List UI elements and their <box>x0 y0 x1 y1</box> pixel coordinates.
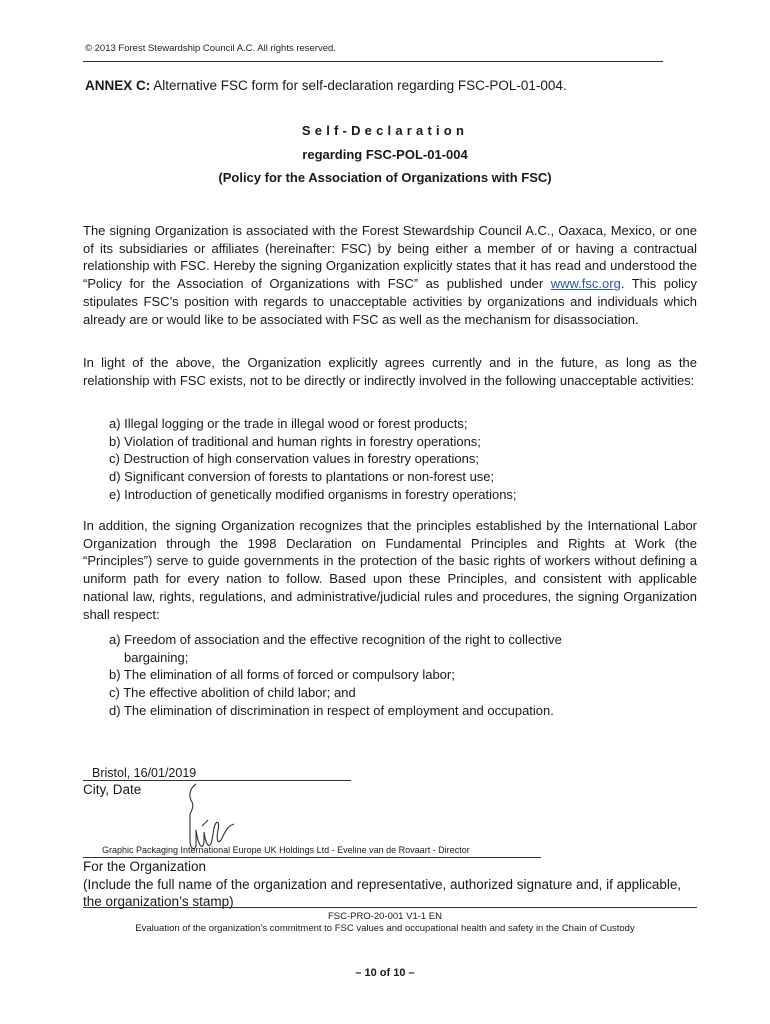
list-item: c) The effective abolition of child labor; and <box>109 685 356 701</box>
paragraph-ilo-principles: In addition, the signing Organization recognizes that the principles established by the International Labor Organization through the 1998 Declaration on Fundamental Principles and Rights at Work (the “Principles”) serve to guide governments in the protection of the basic rights of workers without defining a uniform path for every nation to follow. Based upon these Principles, and consistent with applicable national law, rights, regulations, and administrative/judicial rules and procedures, the signing Organization shall respect: <box>83 518 697 622</box>
list-item: b) The elimination of all forms of forced or compulsory labor; <box>109 667 455 683</box>
unacceptable-activities-list <box>109 415 699 504</box>
document-description: Evaluation of the organization’s commitment to FSC values and occupational health and safety in the Chain of Custody <box>135 923 635 934</box>
labor-principles-list <box>109 631 699 720</box>
list-item-line: a) Freedom of association and the effective recognition of the right to collective <box>109 632 562 647</box>
organization-value: Graphic Packaging International Europe UK Holdings Ltd - Eveline van de Rovaart - Director <box>102 845 470 855</box>
organization-line <box>83 857 541 858</box>
organization-label: For the Organization <box>83 859 207 874</box>
document-code: FSC-PRO-20-001 V1-1 EN <box>327 911 443 922</box>
copyright-notice: © 2013 Forest Stewardship Council A.C. All rights reserved. <box>85 43 336 54</box>
list-item: a) Illegal logging or the trade in illegal wood or forest products; <box>109 416 468 431</box>
paragraph-unacceptable-activities: In light of the above, the Organization explicitly agrees currently and in the future, as long as the relationship with FSC exists, not to be directly or indirectly involved in the following unacceptable activities: <box>83 355 697 388</box>
organization-instructions: (Include the full name of the organization and representative, authorized signature and, if applicable, the organization’s stamp) <box>83 877 682 909</box>
paragraph-association-text-2: . This policy stipulates FSC’s position with regards to unacceptable activities by organizations and individuals which already are or would like to be associated with FSC as well as the mechanism for disassociation. <box>83 276 697 327</box>
list-item: d) Significant conversion of forests to plantations or non-forest use; <box>109 469 495 485</box>
fsc-website-link[interactable]: www.fsc.org <box>550 276 621 292</box>
annex-heading <box>85 78 567 93</box>
list-item: e) Introduction of genetically modified organisms in forestry operations; <box>109 486 517 502</box>
list-item: c) Destruction of high conservation values in forestry operations; <box>109 451 479 467</box>
page-number: – 10 of 10 – <box>355 967 415 979</box>
list-item-continuation: bargaining; <box>124 649 189 665</box>
header-divider <box>83 61 663 62</box>
list-item <box>109 631 699 666</box>
paragraph-association <box>83 222 697 328</box>
paragraph-association-text-1: The signing Organization is associated with the Forest Stewardship Council A.C., Oaxaca, Mexico, or one of its subsidiaries or affiliates (hereinafter: FSC) by being either a member of or having a contractual relationship with FSC. Hereby the signing Organization explicitly states that it has read and understood the “Policy for the Association of Organizations with FSC” as published under <box>83 223 697 292</box>
document-subtitle: regarding FSC-POL-01-004 <box>302 147 468 162</box>
footer-divider <box>83 907 697 908</box>
city-date-value: Bristol, 16/01/2019 <box>92 766 197 780</box>
list-item: b) Violation of traditional and human rights in forestry operations; <box>109 433 481 449</box>
list-item: d) The elimination of discrimination in respect of employment and occupation. <box>109 702 554 718</box>
document-title: Self-Declaration <box>301 123 469 138</box>
policy-name: (Policy for the Association of Organizations with FSC) <box>218 170 552 185</box>
annex-title: Alternative FSC form for self-declaration regarding FSC-POL-01-004. <box>150 78 567 93</box>
city-date-label: City, Date <box>83 782 142 797</box>
annex-label: ANNEX C: <box>85 78 151 93</box>
